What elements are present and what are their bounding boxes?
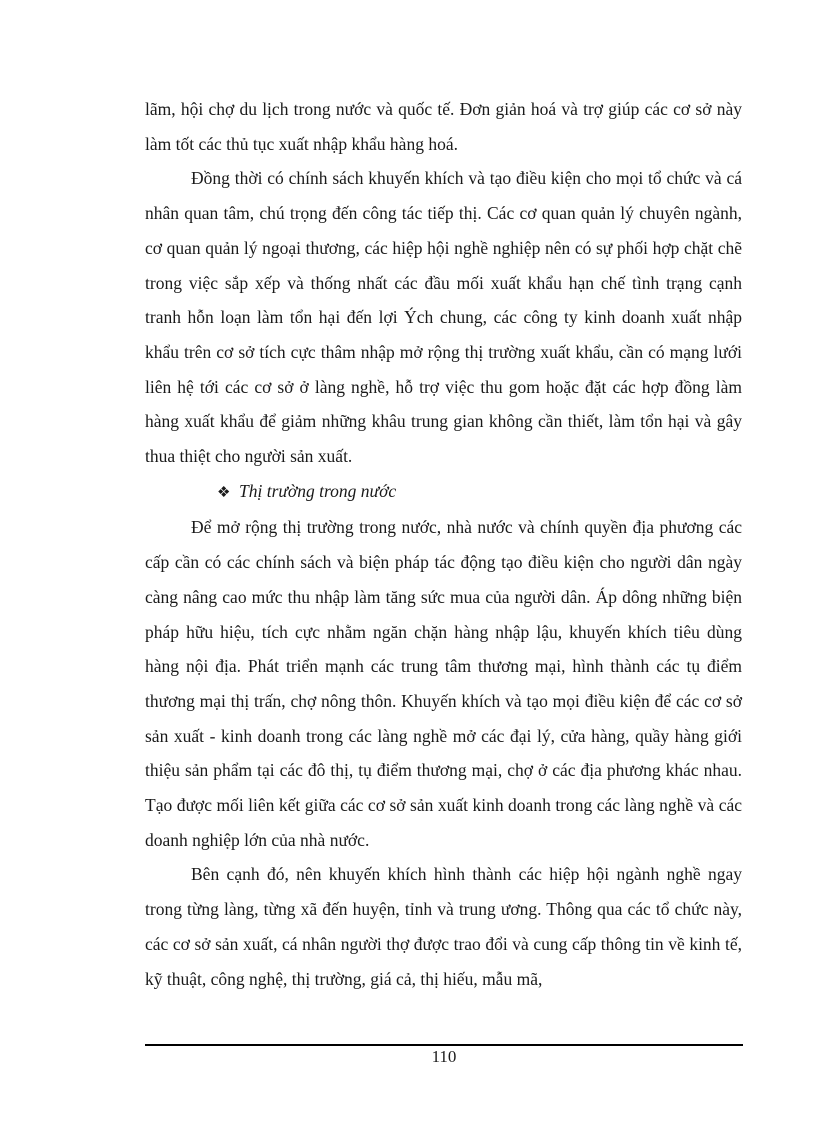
paragraph-associations: Bên cạnh đó, nên khuyến khích hình thành các hiệp hội ngành nghề ngay trong từng làng, từng xã đến huyện, tỉnh và trung ương. Thông qua các tổ chức này, các cơ sở sản xuất, cá nhân người thợ được trao đổi và cung cấp thông tin về kinh tế, kỹ thuật, công nghệ, thị trường, giá cả, thị hiếu, mẫu mã, [145,864,742,989]
page-number: 110 [431,1047,457,1066]
document-body [145,92,742,996]
section-heading [145,474,742,511]
section-heading-text: Thị trường trong nước [239,480,397,501]
paragraph-continuation: lãm, hội chợ du lịch trong nước và quốc tế. Đơn giản hoá và trợ giúp các cơ sở này làm tốt các thủ tục xuất nhập khẩu hàng hoá. [145,99,742,154]
paragraph-domestic-market: Để mở rộng thị trường trong nước, nhà nước và chính quyền địa phương các cấp cần có các chính sách và biện pháp tác động tạo điều kiện cho người dân ngày càng nâng cao mức thu nhập làm tăng sức mua của người dân. Áp dông những biện pháp hữu hiệu, tích cực nhằm ngăn chặn hàng nhập lậu, khuyến khích tiêu dùng hàng nội địa. Phát triển mạnh các trung tâm thương mại, hình thành các tụ điểm thương mại thị trấn, chợ nông thôn. Khuyến khích và tạo mọi điều kiện để các cơ sở sản xuất - kinh doanh trong các làng nghề mở các đại lý, cửa hàng, quầy hàng giới thiệu sản phẩm tại các đô thị, tụ điểm thương mại, chợ ở các địa phương khác nhau. Tạo được mối liên kết giữa các cơ sở sản xuất kinh doanh trong các làng nghề và các doanh nghiệp lớn của nhà nước. [145,517,742,850]
paragraph-marketing-policy: Đồng thời có chính sách khuyến khích và tạo điều kiện cho mọi tổ chức và cá nhân quan tâm, chú trọng đến công tác tiếp thị. Các cơ quan quản lý chuyên ngành, cơ quan quản lý ngoại thương, các hiệp hội nghề nghiệp nên có sự phối hợp chặt chẽ trong việc sắp xếp và thống nhất các đầu mối xuất khẩu hạn chế tình trạng cạnh tranh hỗn loạn làm tổn hại đến lợi Ých chung, các công ty kinh doanh xuất nhập khẩu trên cơ sở tích cực thâm nhập mở rộng thị trường xuất khẩu, cần có mạng lưới liên hệ tới các cơ sở ở làng nghề, hỗ trợ việc thu gom hoặc đặt các hợp đồng làm hàng xuất khẩu để giảm những khâu trung gian không cần thiết, làm tổn hại và gây thua thiệt cho người sản xuất. [145,168,742,467]
diamond-bullet-icon: ❖ [217,484,231,501]
